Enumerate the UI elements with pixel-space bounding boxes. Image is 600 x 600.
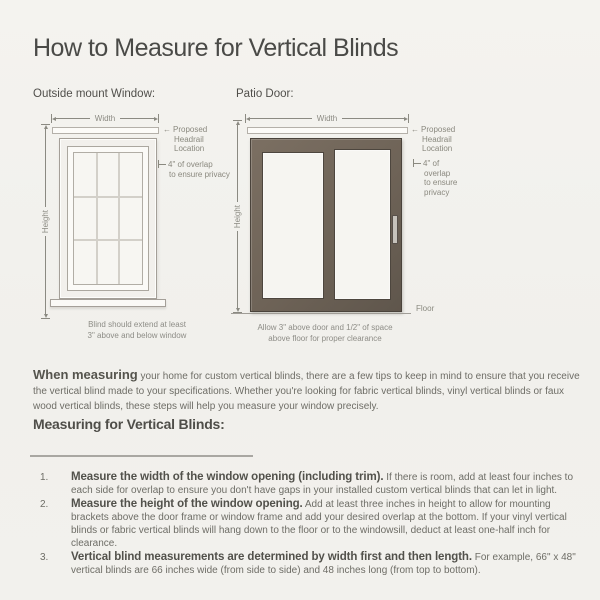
note-line: privacy	[424, 187, 450, 197]
note-line: 4" of	[423, 159, 440, 168]
dimension-line	[120, 118, 154, 119]
dimension-line	[237, 125, 238, 202]
note-line: Headrail	[422, 134, 452, 144]
intro-lead: When measuring	[33, 367, 138, 382]
window-inner-frame	[67, 146, 149, 291]
list-item	[40, 551, 580, 577]
step-number: 2.	[40, 499, 49, 510]
step-text: Add at least three inches in height to allow for mounting brackets above the door frame or window frame and add your desired overlap at the bottom. If your vinyl vertical blinds or fabric vertical blinds will hang down to the floor or to the windowsill, deduct at least one-half inch for clearance.	[71, 499, 567, 549]
door-headrail-note	[411, 125, 455, 154]
dimension-line	[56, 118, 90, 119]
window-height-label: Height	[41, 209, 50, 234]
note-line: Location	[422, 144, 453, 153]
floor-label: Floor	[416, 304, 435, 313]
door-width-label: Width	[316, 114, 338, 123]
dimension-line	[45, 236, 46, 314]
step-lead: Vertical blind measurements are determined by width first and then length.	[71, 551, 472, 563]
window-height-dimension	[41, 124, 50, 319]
tick-icon	[158, 160, 166, 168]
list-item	[40, 498, 580, 550]
note-line: Headrail	[174, 134, 204, 144]
arrow-left-icon: ←	[411, 125, 419, 134]
floor-line	[231, 313, 411, 314]
note-line: Proposed	[173, 125, 208, 134]
window-drawing	[59, 138, 157, 299]
step-text: If there is room, add at least four inches to each side for overlap to ensure you don't have gaps in your installed custom vertical blinds that can let in light.	[71, 472, 574, 496]
note-line: 4" of overlap	[168, 160, 213, 169]
tick-icon	[413, 159, 421, 167]
step-number: 1.	[40, 472, 49, 483]
step-lead: Measure the width of the window opening (including trim).	[71, 471, 384, 483]
dimension-tick	[158, 114, 159, 123]
caption-line: 3" above and below window	[87, 330, 187, 340]
door-left-panel	[262, 152, 324, 299]
section-heading: Measuring for Vertical Blinds:	[33, 416, 225, 432]
door-width-dimension	[245, 114, 409, 123]
list-item	[40, 471, 580, 497]
dimension-line	[45, 129, 46, 207]
caption-line: above floor for proper clearance	[268, 333, 382, 343]
door-height-dimension	[233, 120, 242, 313]
door-height-label: Height	[233, 204, 242, 229]
window-overlap-note	[158, 160, 230, 179]
note-line: Proposed	[421, 125, 456, 134]
dimension-line	[237, 231, 238, 308]
step-number: 3.	[40, 552, 49, 563]
arrow-left-icon: ←	[163, 125, 171, 134]
caption-line: Blind should extend at least	[88, 320, 186, 329]
window-width-dimension	[51, 114, 159, 123]
intro-paragraph	[33, 367, 585, 414]
window-muntin	[74, 239, 142, 241]
dimension-line	[250, 118, 312, 119]
page-title: How to Measure for Vertical Blinds	[33, 34, 399, 62]
window-headrail-bar	[52, 127, 159, 134]
door-overlap-note	[413, 159, 457, 197]
divider-line	[30, 455, 253, 457]
note-line: overlap	[424, 168, 451, 178]
measuring-steps-list	[40, 471, 580, 578]
window-diagram-label: Outside mount Window:	[33, 88, 156, 100]
dimension-tick	[408, 114, 409, 123]
caption-line: Allow 3" above door and 1/2" of space	[257, 323, 393, 332]
window-width-label: Width	[94, 114, 116, 123]
intro-text: your home for custom vertical blinds, there are a few tips to keep in mind to ensure that you receive the vertical blind made to your specifications. Whether you're looking for fabric vertical blinds, vinyl vertical blinds or faux wood vertical blinds, these steps will help you measure your window precisely.	[33, 371, 580, 412]
patio-door-drawing	[250, 138, 402, 312]
door-right-panel	[334, 149, 391, 300]
window-sill	[50, 299, 166, 307]
door-diagram-label: Patio Door:	[236, 88, 294, 100]
note-line: to ensure privacy	[169, 169, 230, 179]
window-headrail-note	[163, 125, 207, 154]
door-headrail-bar	[247, 127, 408, 134]
window-glass	[73, 152, 143, 285]
door-handle	[392, 215, 398, 244]
window-caption	[57, 320, 217, 341]
window-muntin	[74, 196, 142, 198]
door-caption	[243, 323, 407, 344]
note-line: Location	[174, 144, 205, 153]
step-lead: Measure the height of the window opening.	[71, 498, 303, 510]
note-line: to ensure	[424, 178, 458, 187]
dimension-tick	[41, 318, 50, 319]
window-muntin	[96, 153, 98, 284]
dimension-line	[342, 118, 404, 119]
window-muntin	[118, 153, 120, 284]
step-text: For example, 66" x 48" vertical blinds are 66 inches wide (from side to side) and 48 inches long (from top to bottom).	[71, 552, 576, 576]
